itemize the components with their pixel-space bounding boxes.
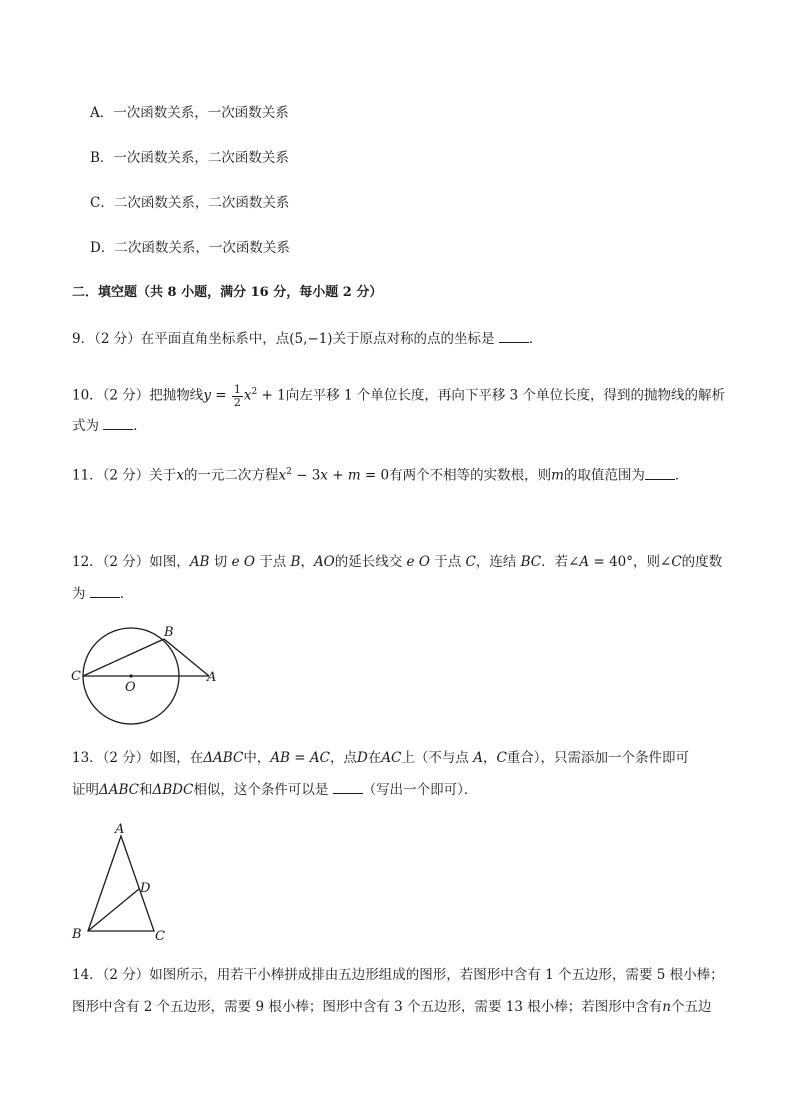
q13-t3: 在 bbox=[367, 750, 382, 766]
q13-label-b: B bbox=[72, 927, 82, 942]
q13-d: D bbox=[356, 750, 368, 766]
q10-fraction bbox=[232, 384, 243, 409]
option-d: D．二次函数关系，一次函数关系 bbox=[90, 240, 290, 256]
q14-n: n bbox=[662, 999, 671, 1015]
question-13 bbox=[72, 748, 689, 768]
q13-ac2: AC bbox=[381, 750, 402, 766]
q12-ab: AB bbox=[189, 554, 210, 570]
q12-label-a: A bbox=[207, 670, 217, 685]
q12-end: ． bbox=[119, 586, 134, 602]
q12-t7: ．若 bbox=[541, 554, 569, 570]
option-c: C．二次函数关系，二次函数关系 bbox=[90, 195, 290, 211]
question-12-cont bbox=[72, 583, 133, 604]
q12-t1: 切 bbox=[209, 554, 228, 570]
q14-line1: 14．（2 分）如图所示，用若干小棒拼成排由五边形组成的图形，若图形中含有 1 个五边形，需要 5 根小棒； bbox=[72, 967, 724, 983]
q10-suffix: 向左平移 1 个单位长度，再向下平移 3 个单位长度，得到的抛物线的解析 bbox=[285, 387, 726, 404]
q12-ao: AO bbox=[313, 554, 335, 570]
q12-t6: ，连结 bbox=[475, 554, 517, 570]
q12-circle-o: e O bbox=[227, 554, 260, 570]
q12-ang-a: ∠A bbox=[568, 554, 590, 570]
q13-cont3: 相似，这个条件可以是 bbox=[193, 782, 329, 798]
question-13-cont bbox=[72, 779, 477, 800]
q12-t2: 于点 bbox=[259, 554, 287, 570]
q10-end: ． bbox=[133, 418, 147, 434]
q13-t2: ，点 bbox=[329, 750, 357, 766]
q13-tri1: ΔABC bbox=[203, 750, 244, 766]
q12-c: C bbox=[461, 554, 476, 570]
q10-eq: = bbox=[210, 387, 231, 404]
q13-tri2: ΔABC bbox=[99, 782, 139, 798]
option-a: A．一次函数关系，一次函数关系 bbox=[90, 105, 289, 121]
q10-sq: 2 bbox=[251, 387, 258, 397]
q10-frac-den: 2 bbox=[233, 395, 241, 409]
q9-point: (5,−1) bbox=[289, 331, 333, 347]
q12-label-b: B bbox=[164, 625, 174, 640]
q11-plus: + bbox=[327, 467, 348, 484]
q11-end: ． bbox=[674, 467, 689, 484]
q13-tri3: ΔBDC bbox=[152, 782, 194, 798]
q13-cont4: （写出一个即可）． bbox=[362, 782, 478, 798]
q10-answer-blank[interactable] bbox=[103, 415, 133, 430]
q13-cont2: 和 bbox=[139, 782, 153, 798]
section-heading: 二．填空题（共 8 小题，满分 16 分，每小题 2 分） bbox=[72, 285, 383, 300]
question-12 bbox=[72, 552, 722, 572]
q10-frac-num: 1 bbox=[233, 382, 241, 396]
q9-prefix: 9．（2 分）在平面直角坐标系中，点 bbox=[72, 331, 290, 347]
q11-x2: x bbox=[320, 467, 328, 484]
question-11 bbox=[72, 462, 688, 486]
q13-c: C bbox=[496, 750, 507, 766]
q10-x: x bbox=[243, 387, 252, 404]
q12-t9: 的度数 bbox=[681, 554, 723, 570]
q13-label-c: C bbox=[155, 929, 165, 944]
q12-bc: BC bbox=[516, 554, 542, 570]
q13-label-a: A bbox=[115, 822, 125, 837]
q11-eq0: = 0 bbox=[360, 467, 390, 484]
q10-cont: 式为 bbox=[72, 418, 99, 434]
q11-rest: − 3 bbox=[291, 467, 321, 484]
q10-y: y bbox=[203, 387, 211, 404]
q12-prefix: 12．（2 分）如图， bbox=[72, 554, 190, 570]
q13-t6: 重合），只需添加一个条件即可 bbox=[506, 750, 690, 766]
q13-a: A bbox=[468, 750, 483, 766]
q13-t5: ， bbox=[482, 750, 497, 766]
q14-line2b: 个五边 bbox=[670, 999, 712, 1015]
q11-suffix: 有两个不相等的实数根，则 bbox=[389, 467, 552, 484]
q11-x: x bbox=[278, 467, 287, 484]
q13-figure bbox=[68, 818, 178, 946]
q12-label-c: C bbox=[71, 669, 81, 684]
q13-cont1: 证明 bbox=[72, 782, 99, 798]
q12-figure bbox=[60, 618, 230, 728]
q12-answer-blank[interactable] bbox=[90, 583, 120, 598]
q12-line-ba bbox=[164, 639, 209, 676]
q10-prefix: 10．（2 分）把抛物线 bbox=[72, 387, 204, 404]
q11-m: m bbox=[347, 467, 361, 484]
question-10-cont bbox=[72, 415, 147, 436]
q10-plus: + 1 bbox=[257, 387, 286, 404]
q14-line2a: 图形中含有 2 个五边形，需要 9 根小棒；图形中含有 3 个五边形，需要 13 根小棒；若图形中含有 bbox=[72, 999, 663, 1015]
q9-answer-blank[interactable] bbox=[499, 328, 529, 343]
q11-prefix: 11．（2 分）关于 bbox=[72, 467, 177, 484]
q11-var-x: x bbox=[176, 467, 184, 484]
q13-label-d: D bbox=[140, 881, 151, 896]
q11-mid: 的一元二次方程 bbox=[183, 467, 279, 484]
q12-t8: = 40°，则 bbox=[589, 554, 661, 570]
q9-end: ． bbox=[528, 331, 543, 347]
q12-t5: 于点 bbox=[434, 554, 462, 570]
q12-circle-o-2: e O bbox=[402, 554, 435, 570]
question-14-cont bbox=[72, 997, 711, 1017]
q13-ab: AB bbox=[270, 750, 290, 766]
option-b: B．一次函数关系，二次函数关系 bbox=[90, 150, 289, 166]
q13-ac: AC bbox=[309, 750, 330, 766]
q11-sq: 2 bbox=[286, 467, 292, 477]
q13-t4: 上（不与点 bbox=[401, 750, 469, 766]
q11-tail: 的取值范围为 bbox=[563, 467, 645, 484]
q11-answer-blank[interactable] bbox=[645, 465, 675, 480]
question-10 bbox=[72, 379, 725, 409]
q11-m2: m bbox=[551, 467, 564, 484]
q12-cont: 为 bbox=[72, 586, 86, 602]
q13-t1: 中， bbox=[243, 750, 271, 766]
question-14 bbox=[72, 965, 724, 985]
q12-t3: ， bbox=[300, 554, 314, 570]
q9-suffix: 关于原点对称的点的坐标是 bbox=[332, 331, 495, 347]
q12-ang-c: ∠C bbox=[660, 554, 682, 570]
q12-center-dot bbox=[129, 674, 132, 677]
q13-prefix: 13．（2 分）如图，在 bbox=[72, 750, 204, 766]
q12-b: B bbox=[286, 554, 301, 570]
q12-t4: 的延长线交 bbox=[334, 554, 403, 570]
q13-eq: = bbox=[289, 750, 310, 766]
question-9 bbox=[72, 328, 542, 349]
q13-answer-blank[interactable] bbox=[333, 779, 363, 794]
q12-label-o: O bbox=[125, 680, 136, 695]
